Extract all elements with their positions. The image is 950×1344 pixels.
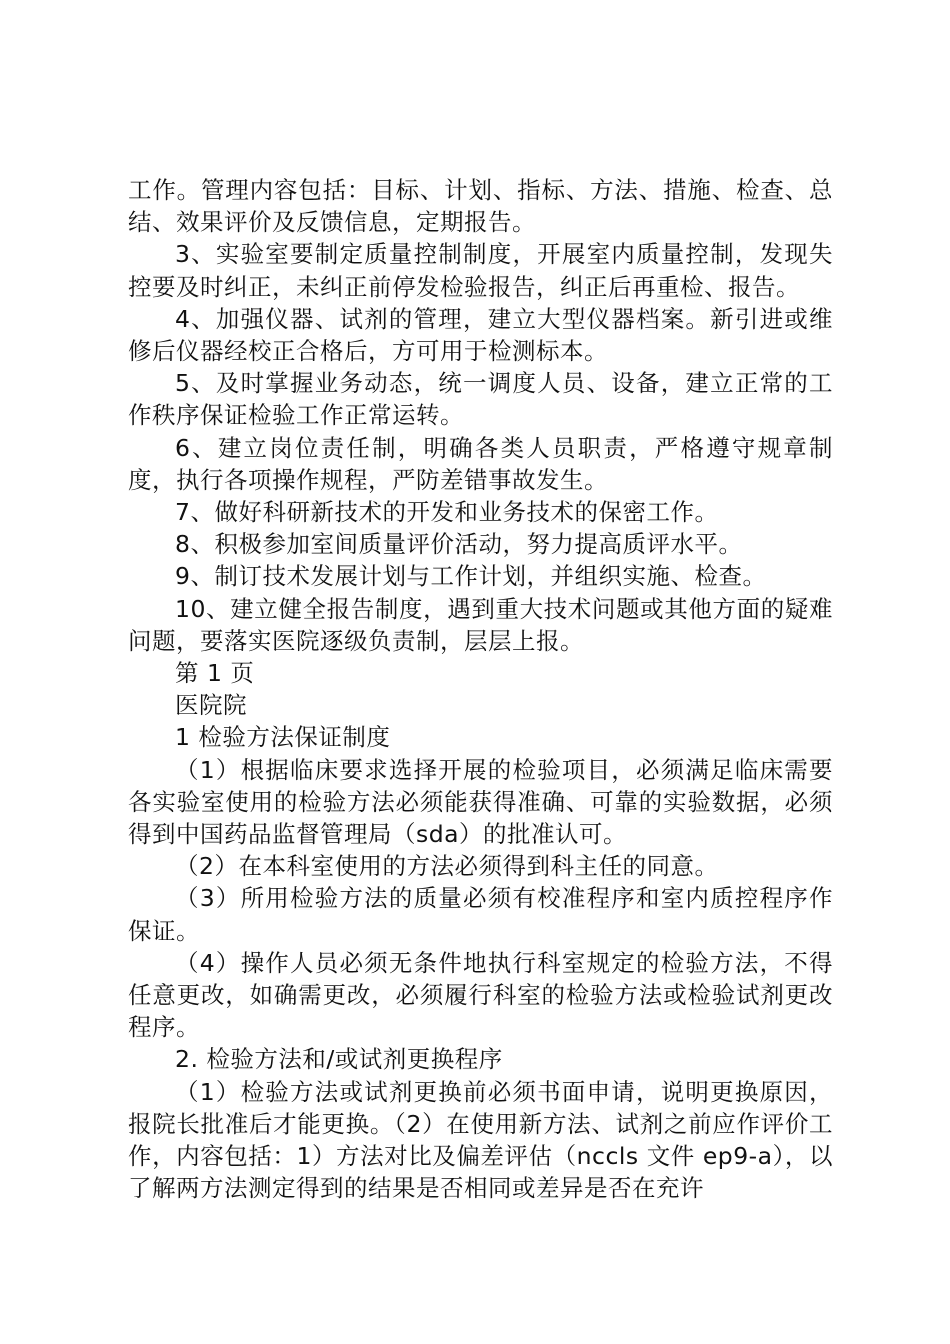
paragraph-method-1: （1）根据临床要求选择开展的检验项目，必须满足临床需要各实验室使用的检验方法必须能获得准确、可靠的实验数据，必须得到中国药品监督管理局（sda）的批准认可。 xyxy=(128,755,833,849)
paragraph-item-3: 3、实验室要制定质量控制制度，开展室内质量控制，发现失控要及时纠正，未纠正前停发检验报告，纠正后再重检、报告。 xyxy=(128,240,833,301)
paragraph-method-3: （3）所用检验方法的质量必须有校准程序和室内质控程序作保证。 xyxy=(128,884,833,945)
page-number: 第 1 页 xyxy=(175,659,255,688)
paragraph-replacement-1: （1）检验方法或试剂更换前必须书面申请，说明更换原因，报院长批准后才能更换。（2）在使用新方法、试剂之前应作评价工作，内容包括：1）方法对比及偏差评估（nccls 文件 ep9-a），以了解两方法测定得到的结果是否相同或差异是否在充许 xyxy=(128,1077,833,1203)
paragraph-item-6: 6、建立岗位责任制，明确各类人员职责，严格遵守规章制度，执行各项操作规程，严防差错事故发生。 xyxy=(128,433,833,494)
section-heading-replacement-procedure: 2. 检验方法和/或试剂更换程序 xyxy=(175,1045,503,1074)
paragraph-item-10: 10、建立健全报告制度，遇到重大技术问题或其他方面的疑难问题，要落实医院逐级负责制，层层上报。 xyxy=(128,594,833,655)
paragraph-method-4: （4）操作人员必须无条件地执行科室规定的检验方法，不得任意更改，如确需更改，必须履行科室的检验方法或检验试剂更改程序。 xyxy=(128,948,833,1042)
paragraph-item-7: 7、做好科研新技术的开发和业务技术的保密工作。 xyxy=(175,498,719,527)
paragraph-item-9: 9、制订技术发展计划与工作计划，并组织实施、检查。 xyxy=(175,562,767,591)
document-page xyxy=(128,174,833,1205)
section-heading-method-guarantee: 1 检验方法保证制度 xyxy=(175,723,391,752)
section-heading-hospital: 医院院 xyxy=(175,691,247,720)
paragraph-item-5: 5、及时掌握业务动态，统一调度人员、设备，建立正常的工作秩序保证检验工作正常运转。 xyxy=(128,369,833,430)
paragraph-item-8: 8、积极参加室间质量评价活动，努力提高质评水平。 xyxy=(175,530,743,559)
paragraph-method-2: （2）在本科室使用的方法必须得到科主任的同意。 xyxy=(175,852,719,881)
paragraph-item-4: 4、加强仪器、试剂的管理，建立大型仪器档案。新引进或维修后仪器经校正合格后，方可用于检测标本。 xyxy=(128,304,833,366)
paragraph-continuation: 工作。管理内容包括：目标、计划、指标、方法、措施、检查、总结、效果评价及反馈信息，定期报告。 xyxy=(128,176,833,237)
